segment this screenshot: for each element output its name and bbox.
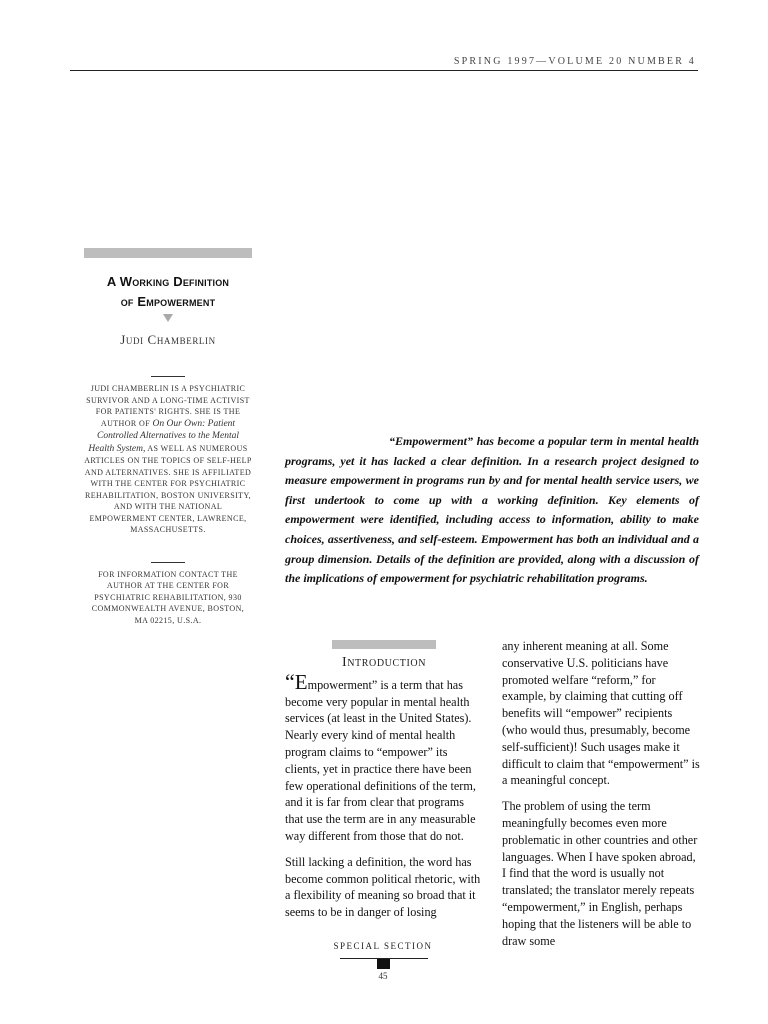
bio-rule [151, 376, 185, 377]
drop-letter: E [294, 669, 308, 694]
article-title-line1: A Working Definition [106, 274, 230, 289]
page-number: 45 [378, 971, 388, 981]
journal-header: SPRING 1997—VOLUME 20 NUMBER 4 [453, 56, 696, 67]
author-bio [84, 383, 252, 536]
col2-paragraph-2: The problem of using the term meaningfully becomes even more problematic in other countries and other languages. When I have spoken abroad, I find that the word is usually not translated; the translator merely repeats “empowerment,” in English, perhaps hoping that the listeners will be able to draw some [502, 799, 698, 948]
footer-section-label: SPECIAL SECTION [333, 941, 433, 951]
column-right [502, 638, 700, 958]
open-quote: “ [285, 668, 295, 694]
article-title [84, 272, 252, 312]
bio-text-1: JUDI CHAMBERLIN IS A PSYCHIATRIC SURVIVOR AND A LONG-TIME ACTIVIST FOR PATIENTS' RIGHTS. SHE IS THE AUTHOR OF [86, 384, 250, 428]
contact-info: FOR INFORMATION CONTACT THE AUTHOR AT THE CENTER FOR PSYCHIATRIC REHABILITATION, 930 COMMONWEALTH AVENUE, BOSTON, MA 02215, U.S.A. [91, 569, 245, 625]
author-name: Judi Chamberlin [120, 332, 216, 347]
intro-heading: Introduction [341, 655, 427, 670]
col2-paragraph-1: any inherent meaning at all. Some conservative U.S. politicians have promoted welfare “reform,” for example, by claiming that cutting off benefits will “empower” recipients (who would thus, presumably, become self-sufficient)! Such usages make it difficult to claim that “empowerment” is a meaningful concept. [502, 639, 700, 788]
intro-paragraph-1-text: mpowerment” is a term that has become very popular in mental health services (at least in the United States). Nearly every kind of mental health program claims to “empower” its clients, yet in practice there have been few operational definitions of the term, and it is far from clear that programs that use the term are in any measurable way different from those that do not. [285, 677, 476, 843]
sidebar [84, 248, 252, 626]
bio-text-2: AS WELL AS NUMEROUS ARTICLES ON THE TOPICS OF SELF-HELP AND ALTERNATIVES. SHE IS AFFILIATED WITH THE CENTER FOR PSYCHIATRIC REHABILITATION, BOSTON UNIVERSITY, AND WITH THE NATIONAL EMPOWERMENT CENTER, LAWRENCE, MASSACHUSETTS. [84, 443, 252, 534]
triangle-down-icon [163, 314, 173, 322]
bio-book-title: On Our Own: Patient Controlled Alternatives to the Mental Health System, [88, 418, 239, 454]
intro-bar [332, 640, 436, 649]
abstract-text: “Empowerment” has become a popular term in mental health programs, yet it has lacked a clear definition. In a research project designed to measure empowerment in programs run by and for mental health service users, we first undertook to come up with a working definition. Key elements of empowerment were identified, including access to information, ability to make choices, assertiveness, and self-esteem. Empowerment has both an individual and a group dimension. Details of the definition are provided, along with a discussion of the implications of empowerment for psychiatric rehabilitation programs. [285, 434, 699, 586]
intro-paragraph-1 [285, 668, 483, 845]
footer-marker [377, 959, 390, 969]
title-bar [84, 248, 252, 258]
column-left [285, 640, 483, 930]
article-title-line2: of Empowerment [120, 294, 216, 309]
header-rule [70, 70, 698, 71]
abstract [285, 432, 699, 589]
contact-rule [151, 562, 185, 563]
intro-paragraph-2: Still lacking a definition, the word has become common political rhetoric, with a flexibility of meaning so broad that it seems to be in danger of losing [285, 854, 481, 920]
